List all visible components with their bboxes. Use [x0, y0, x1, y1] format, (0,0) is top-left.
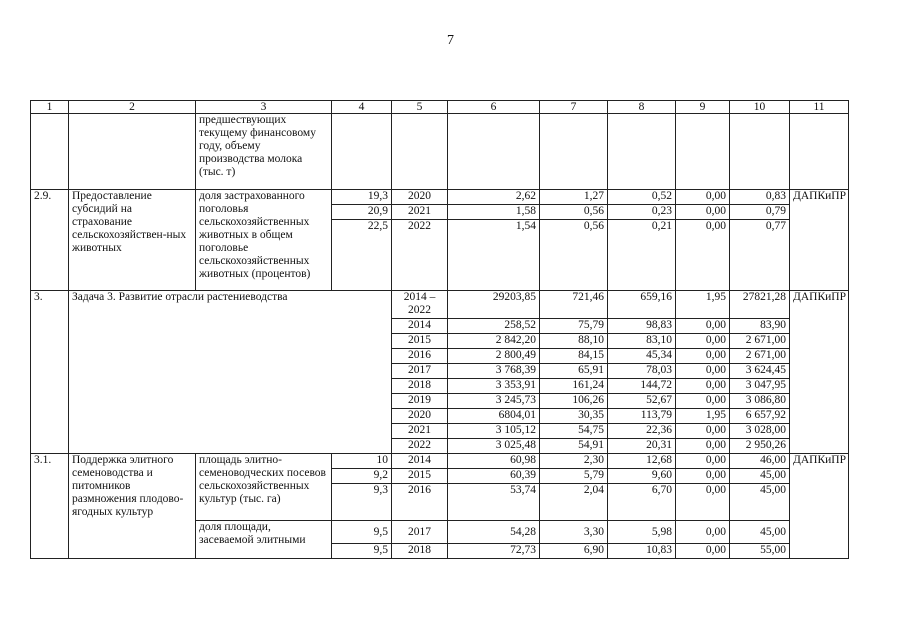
amount-cell: 1,58: [448, 205, 540, 220]
amount-cell: 3 768,39: [448, 364, 540, 379]
year-cell: 2022: [392, 220, 448, 291]
amount-cell: 106,26: [540, 394, 608, 409]
amount-cell: 45,00: [730, 484, 790, 521]
header-cell: 5: [392, 101, 448, 114]
target-value: 10: [332, 454, 392, 469]
amount-cell: 0,00: [676, 349, 730, 364]
amount-cell: 83,90: [730, 319, 790, 334]
amount-cell: 721,46: [540, 291, 608, 319]
year-cell: 2022: [392, 439, 448, 454]
amount-cell: 0,00: [676, 424, 730, 439]
amount-cell: 83,10: [608, 334, 676, 349]
amount-cell: 2,30: [540, 454, 608, 469]
item-name: Задача 3. Развитие отрасли растениеводства: [69, 291, 392, 454]
table-row: [31, 291, 849, 319]
target-value: 9,5: [332, 544, 392, 559]
amount-cell: 2 671,00: [730, 349, 790, 364]
item-number: 2.9.: [31, 190, 69, 291]
amount-cell: 3,30: [540, 521, 608, 544]
amount-cell: 54,75: [540, 424, 608, 439]
amount-cell: 60,39: [448, 469, 540, 484]
item-name: Предоставление субсидий на страхование сельскохозяйствен-ных животных: [69, 190, 196, 291]
amount-cell: 2,62: [448, 190, 540, 205]
year-cell: 2021: [392, 424, 448, 439]
amount-cell: 0,83: [730, 190, 790, 205]
indicator-cell: предшествующих текущему финансовому году, объему производства молока (тыс. т): [196, 114, 332, 190]
year-cell: 2014: [392, 319, 448, 334]
amount-cell: 0,00: [676, 190, 730, 205]
amount-cell: 65,91: [540, 364, 608, 379]
amount-cell: 78,03: [608, 364, 676, 379]
amount-cell: 54,91: [540, 439, 608, 454]
amount-cell: 3 105,12: [448, 424, 540, 439]
amount-cell: 0,21: [608, 220, 676, 291]
target-value: 9,2: [332, 469, 392, 484]
executor-cell: ДАПКиПР: [790, 454, 849, 559]
amount-cell: 0,56: [540, 220, 608, 291]
target-value: 9,5: [332, 521, 392, 544]
year-cell: 2020: [392, 409, 448, 424]
amount-cell: 45,00: [730, 469, 790, 484]
amount-cell: 10,83: [608, 544, 676, 559]
header-cell: 2: [69, 101, 196, 114]
item-name: Поддержка элитного семеноводства и питомников размножения плодово-ягодных культур: [69, 454, 196, 559]
amount-cell: 1,95: [676, 409, 730, 424]
amount-cell: 98,83: [608, 319, 676, 334]
header-cell: 8: [608, 101, 676, 114]
year-cell: 2019: [392, 394, 448, 409]
year-cell: 2018: [392, 544, 448, 559]
amount-cell: 0,00: [676, 484, 730, 521]
amount-cell: 0,00: [676, 439, 730, 454]
year-cell: 2017: [392, 364, 448, 379]
amount-cell: 9,60: [608, 469, 676, 484]
executor-cell: ДАПКиПР: [790, 190, 849, 291]
header-cell: 4: [332, 101, 392, 114]
program-table: [30, 100, 849, 559]
page-number: 7: [447, 33, 454, 48]
target-value: 22,5: [332, 220, 392, 291]
amount-cell: 0,00: [676, 454, 730, 469]
year-cell: 2015: [392, 469, 448, 484]
amount-cell: 3 047,95: [730, 379, 790, 394]
amount-cell: 20,31: [608, 439, 676, 454]
year-cell: 2014 – 2022: [392, 291, 448, 319]
amount-cell: 0,56: [540, 205, 608, 220]
amount-cell: 5,98: [608, 521, 676, 544]
year-cell: 2017: [392, 521, 448, 544]
amount-cell: 3 086,80: [730, 394, 790, 409]
amount-cell: 55,00: [730, 544, 790, 559]
amount-cell: 6,90: [540, 544, 608, 559]
amount-cell: 72,73: [448, 544, 540, 559]
amount-cell: 0,23: [608, 205, 676, 220]
year-cell: 2021: [392, 205, 448, 220]
amount-cell: 6 657,92: [730, 409, 790, 424]
indicator-cell: площадь элитно-семеноводческих посевов сельскохозяйственных культур (тыс. га): [196, 454, 332, 521]
amount-cell: 54,28: [448, 521, 540, 544]
table-row: [31, 190, 849, 205]
amount-cell: 75,79: [540, 319, 608, 334]
amount-cell: 144,72: [608, 379, 676, 394]
item-number: 3.: [31, 291, 69, 454]
header-cell: 11: [790, 101, 849, 114]
amount-cell: 0,00: [676, 364, 730, 379]
amount-cell: 84,15: [540, 349, 608, 364]
amount-cell: 88,10: [540, 334, 608, 349]
amount-cell: 3 353,91: [448, 379, 540, 394]
amount-cell: 22,36: [608, 424, 676, 439]
amount-cell: 1,54: [448, 220, 540, 291]
amount-cell: 0,52: [608, 190, 676, 205]
amount-cell: 659,16: [608, 291, 676, 319]
amount-cell: 0,00: [676, 379, 730, 394]
target-value: 20,9: [332, 205, 392, 220]
amount-cell: 0,00: [676, 469, 730, 484]
year-cell: 2020: [392, 190, 448, 205]
amount-cell: 2 950,26: [730, 439, 790, 454]
header-row: [31, 101, 849, 114]
amount-cell: 52,67: [608, 394, 676, 409]
amount-cell: 6,70: [608, 484, 676, 521]
amount-cell: 161,24: [540, 379, 608, 394]
amount-cell: 45,00: [730, 521, 790, 544]
amount-cell: 3 624,45: [730, 364, 790, 379]
amount-cell: 0,00: [676, 521, 730, 544]
header-cell: 9: [676, 101, 730, 114]
amount-cell: 1,95: [676, 291, 730, 319]
header-cell: 6: [448, 101, 540, 114]
header-cell: 10: [730, 101, 790, 114]
target-value: 19,3: [332, 190, 392, 205]
amount-cell: 0,00: [676, 544, 730, 559]
amount-cell: 0,79: [730, 205, 790, 220]
amount-cell: 45,34: [608, 349, 676, 364]
continuation-row: [31, 114, 849, 190]
amount-cell: 2,04: [540, 484, 608, 521]
table-row: [31, 454, 849, 469]
amount-cell: 29203,85: [448, 291, 540, 319]
amount-cell: 258,52: [448, 319, 540, 334]
amount-cell: 2 671,00: [730, 334, 790, 349]
year-cell: 2014: [392, 454, 448, 469]
amount-cell: 3 025,48: [448, 439, 540, 454]
amount-cell: 0,77: [730, 220, 790, 291]
year-cell: 2016: [392, 349, 448, 364]
year-cell: 2015: [392, 334, 448, 349]
amount-cell: 12,68: [608, 454, 676, 469]
amount-cell: 0,00: [676, 334, 730, 349]
indicator-cell: доля площади, засеваемой элитными: [196, 521, 332, 559]
amount-cell: 113,79: [608, 409, 676, 424]
amount-cell: 30,35: [540, 409, 608, 424]
amount-cell: 3 028,00: [730, 424, 790, 439]
amount-cell: 53,74: [448, 484, 540, 521]
amount-cell: 1,27: [540, 190, 608, 205]
amount-cell: 46,00: [730, 454, 790, 469]
header-cell: 7: [540, 101, 608, 114]
amount-cell: 2 800,49: [448, 349, 540, 364]
item-number: 3.1.: [31, 454, 69, 559]
year-cell: 2018: [392, 379, 448, 394]
amount-cell: 0,00: [676, 319, 730, 334]
amount-cell: 6804,01: [448, 409, 540, 424]
amount-cell: 2 842,20: [448, 334, 540, 349]
amount-cell: 0,00: [676, 220, 730, 291]
header-cell: 1: [31, 101, 69, 114]
target-value: 9,3: [332, 484, 392, 521]
indicator-cell: доля застрахованного поголовья сельскохозяйственных животных в общем поголовье сельскохозяйственных животных (процентов): [196, 190, 332, 291]
header-cell: 3: [196, 101, 332, 114]
amount-cell: 27821,28: [730, 291, 790, 319]
year-cell: 2016: [392, 484, 448, 521]
amount-cell: 60,98: [448, 454, 540, 469]
executor-cell: ДАПКиПР: [790, 291, 849, 454]
amount-cell: 0,00: [676, 205, 730, 220]
amount-cell: 3 245,73: [448, 394, 540, 409]
amount-cell: 0,00: [676, 394, 730, 409]
amount-cell: 5,79: [540, 469, 608, 484]
